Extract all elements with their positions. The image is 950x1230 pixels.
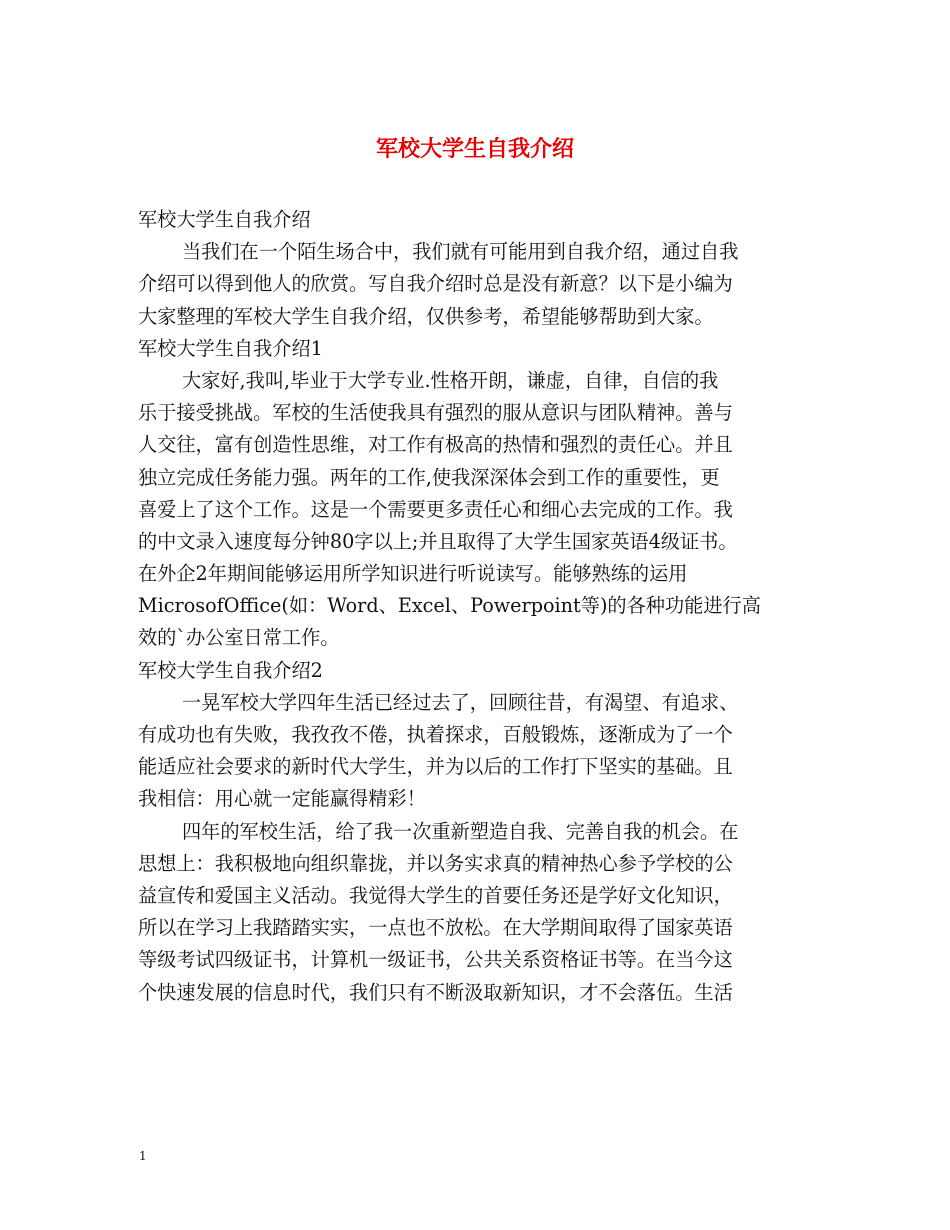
body-line: 个快速发展的信息时代，我们只有不断汲取新知识，才不会落伍。生活 xyxy=(138,980,733,1004)
body-line: 大家好,我叫,毕业于大学专业.性格开朗，谦虚，自律，自信的我 xyxy=(182,368,719,392)
body-line: 军校大学生自我介绍1 xyxy=(138,336,323,360)
body-line: 的中文录入速度每分钟80字以上;并且取得了大学生国家英语4级证书。 xyxy=(138,529,738,553)
body-line: 思想上：我积极地向组织靠拢，并以务实求真的精神热心参予学校的公 xyxy=(138,851,733,875)
body-line: 等级考试四级证书，计算机一级证书，公共关系资格证书等。在当今这 xyxy=(138,948,733,972)
body-line: 效的`办公室日常工作。 xyxy=(138,626,340,650)
body-line: 我相信：用心就一定能赢得精彩！ xyxy=(138,787,426,811)
body-line: 四年的军校生活，给了我一次重新塑造自我、完善自我的机会。在 xyxy=(182,819,739,843)
body-line: 介绍可以得到他人的欣赏。写自我介绍时总是没有新意？以下是小编为 xyxy=(138,272,733,296)
body-line: 军校大学生自我介绍2 xyxy=(138,658,323,682)
body-line: 独立完成任务能力强。两年的工作,使我深深体会到工作的重要性，更 xyxy=(138,465,720,489)
document-title: 军校大学生自我介绍 xyxy=(375,136,574,162)
body-line: 所以在学习上我踏踏实实，一点也不放松。在大学期间取得了国家英语 xyxy=(138,916,733,940)
body-line: 喜爱上了这个工作。这是一个需要更多责任心和细心去完成的工作。我 xyxy=(138,497,733,521)
body-line: 当我们在一个陌生场合中，我们就有可能用到自我介绍，通过自我 xyxy=(182,240,739,264)
body-line: 大家整理的军校大学生自我介绍，仅供参考，希望能够帮助到大家。 xyxy=(138,304,714,328)
body-line: 军校大学生自我介绍 xyxy=(138,208,311,231)
body-line: 人交往，富有创造性思维，对工作有极高的热情和强烈的责任心。并且 xyxy=(138,433,733,457)
body-line: MicrosofOffice(如：Word、Excel、Powerpoint等)的各种功能进行高 xyxy=(138,594,761,618)
body-line: 在外企2年期间能够运用所学知识进行听说读写。能够熟练的运用 xyxy=(138,562,688,586)
body-line: 一晃军校大学四年生活已经过去了，回顾往昔，有渴望、有追求、 xyxy=(182,690,739,714)
body-line: 能适应社会要求的新时代大学生，并为以后的工作打下坚实的基础。且 xyxy=(138,755,733,779)
body-line: 益宣传和爱国主义活动。我觉得大学生的首要任务还是学好文化知识， xyxy=(138,883,733,907)
document-body xyxy=(138,204,818,1009)
page-number: 1 xyxy=(139,1149,147,1163)
body-line: 乐于接受挑战。军校的生活使我具有强烈的服从意识与团队精神。善与 xyxy=(138,401,733,425)
body-line: 有成功也有失败，我孜孜不倦，执着探求，百般锻炼，逐渐成为了一个 xyxy=(138,723,733,746)
